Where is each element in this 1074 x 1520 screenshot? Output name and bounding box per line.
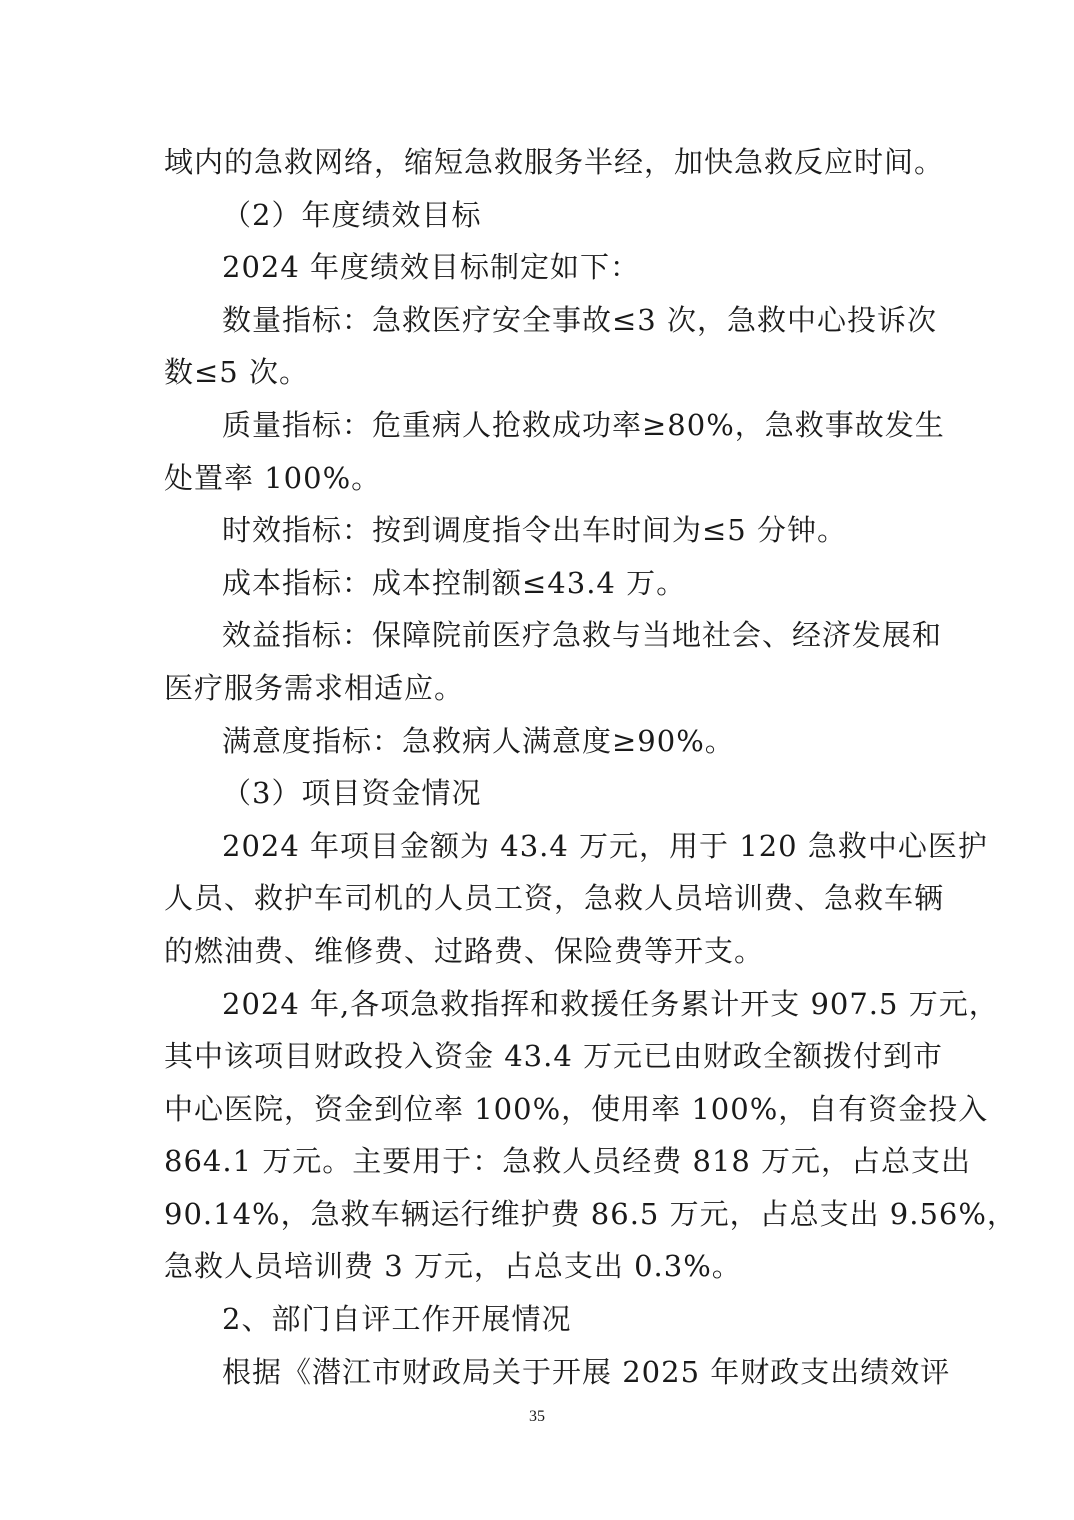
document-body — [164, 136, 1017, 1398]
text-line: 满意度指标：急救病人满意度≥90%。 — [222, 723, 735, 758]
text-line: 90.14%，急救车辆运行维护费 86.5 万元，占总支出 9.56%， — [164, 1196, 1017, 1231]
text-line: 域内的急救网络，缩短急救服务半经，加快急救反应时间。 — [164, 145, 945, 179]
text-line: 2024 年,各项急救指挥和救援任务累计开支 907.5 万元， — [222, 986, 999, 1021]
text-line: 急救人员培训费 3 万元，占总支出 0.3%。 — [164, 1249, 742, 1284]
text-line: 2024 年项目金额为 43.4 万元，用于 120 急救中心医护 — [222, 828, 988, 863]
text-line: 864.1 万元。主要用于：急救人员经费 818 万元，占总支出 — [164, 1144, 972, 1179]
text-line: 数量指标：急救医疗安全事故≤3 次，急救中心投诉次 — [222, 302, 937, 337]
text-line: 中心医院，资金到位率 100%，使用率 100%，自有资金投入 — [164, 1091, 989, 1126]
text-line: 数≤5 次。 — [164, 355, 309, 390]
text-line: 成本指标：成本控制额≤43.4 万。 — [222, 565, 687, 600]
text-line: 处置率 100%。 — [164, 460, 382, 495]
text-line: 的燃油费、维修费、过路费、保险费等开支。 — [164, 933, 765, 968]
text-line: 其中该项目财政投入资金 43.4 万元已由财政全额拨付到市 — [164, 1039, 944, 1074]
text-line: 医疗服务需求相适应。 — [164, 670, 465, 705]
text-line: 时效指标：按到调度指令出车时间为≤5 分钟。 — [222, 513, 847, 548]
text-line: 2、部门自评工作开展情况 — [222, 1302, 572, 1337]
text-line: 人员、救护车司机的人员工资，急救人员培训费、急救车辆 — [164, 881, 945, 916]
text-line: 质量指标：危重病人抢救成功率≥80%，急救事故发生 — [222, 407, 945, 442]
text-line: （3）项目资金情况 — [222, 776, 482, 811]
page-number: 35 — [529, 1408, 545, 1425]
text-line: （2）年度绩效目标 — [222, 197, 482, 232]
text-line: 效益指标：保障院前医疗急救与当地社会、经济发展和 — [222, 618, 943, 653]
text-line: 2024 年度绩效目标制定如下： — [222, 250, 641, 285]
text-line: 根据《潜江市财政局关于开展 2025 年财政支出绩效评 — [222, 1354, 951, 1389]
